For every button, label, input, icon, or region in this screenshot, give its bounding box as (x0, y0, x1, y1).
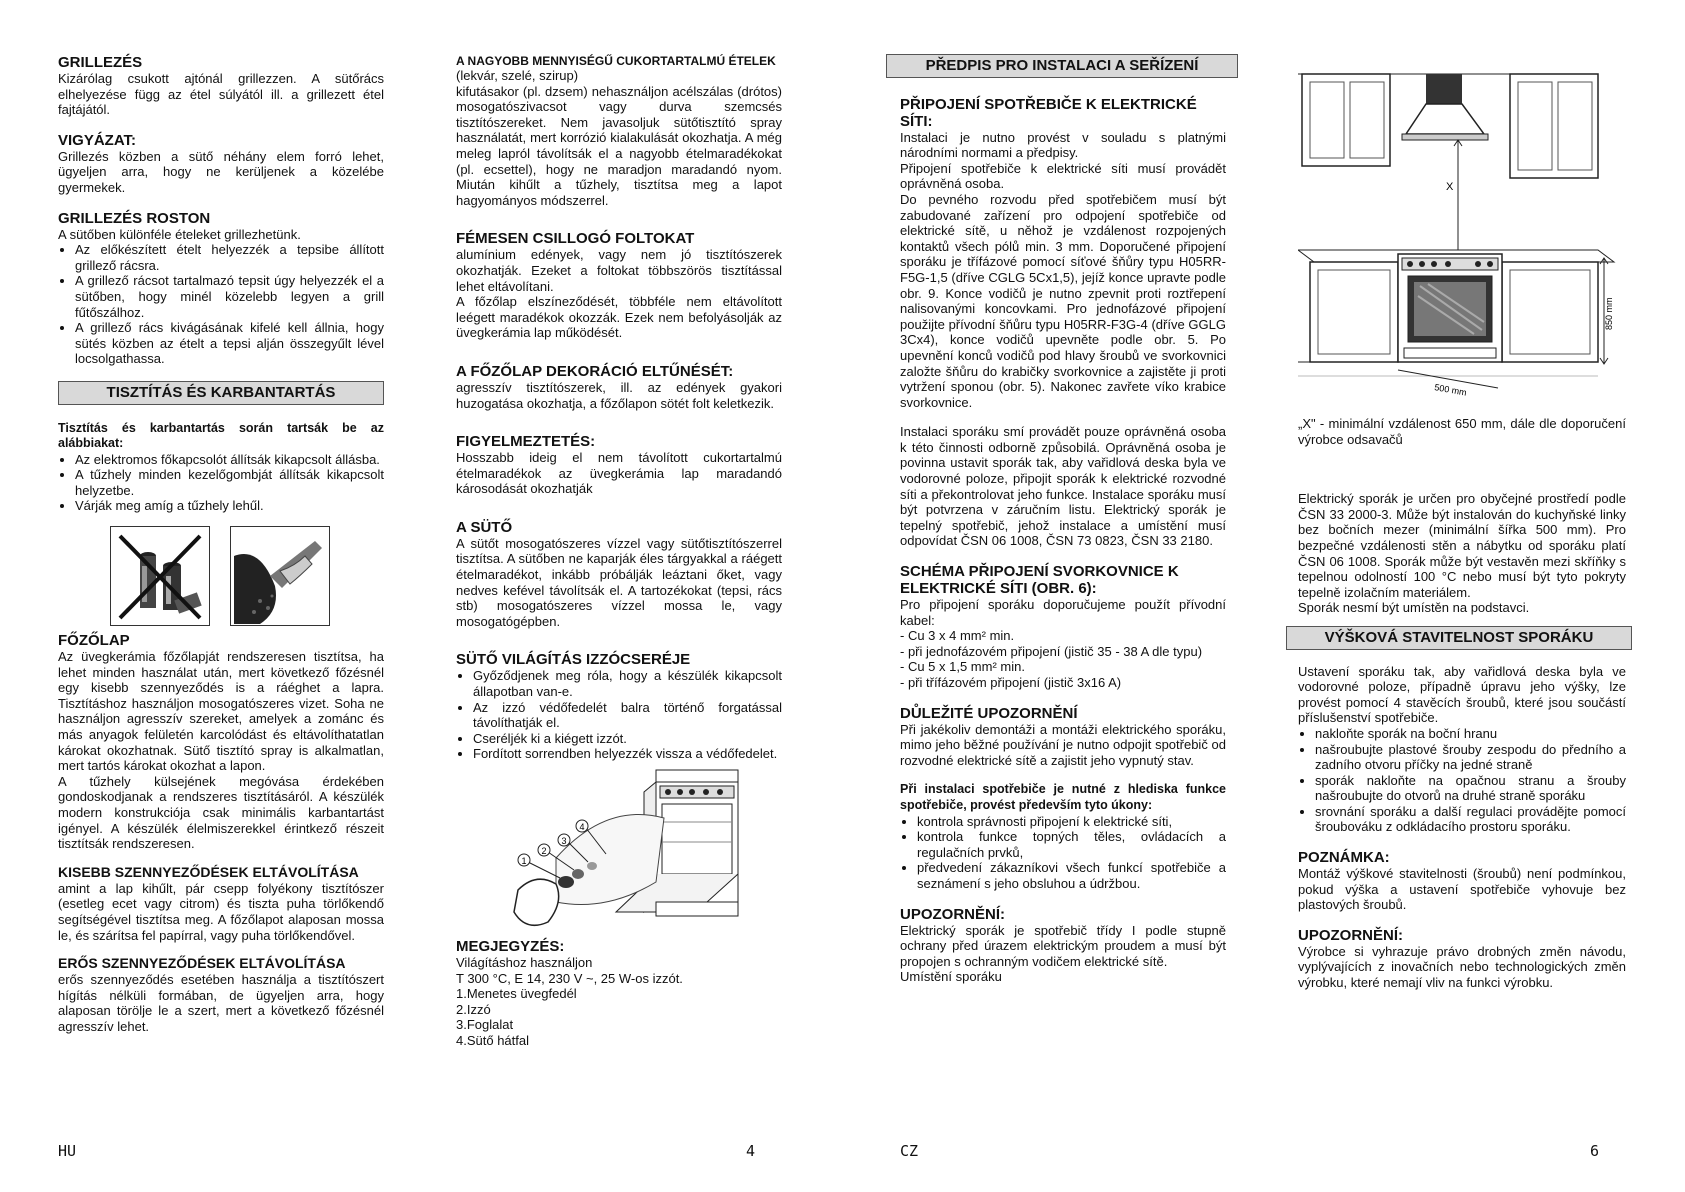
footer-page-number-left: 4 (746, 1142, 756, 1160)
cleaning-section-box: TISZTÍTÁS ÉS KARBANTARTÁS (58, 381, 384, 405)
list-item: • A grillező rácsot tartalmazó tepsit úgy helyezzék el a sütőben, hogy minél közelebb legyen a grill fűtőszálhoz. (75, 273, 384, 320)
footer-language-hu: HU (58, 1142, 77, 1160)
oven-text: A sütőt mosogatószeres vízzel vagy sütőtisztítószerrel tisztítsa. A sütőben ne kaparják éles tárgyakkal a ráégett ételmaradékot, inkább próbálják leáztani őket, vagy nedves kefével távolítsák el. A tartozékokat (tepsi, rács stb) mosogatószeres vízzel mossa le, vagy mosogatógépben. (456, 535, 782, 629)
list-item: • předvedení zákazníkovi všech funkcí spotřebiče a seznámení s jeho obsluhou a údržbou. (917, 860, 1226, 891)
scheme-line: - při třífázovém připojení (jistič 3x16 A) (900, 675, 1122, 690)
small-dirt-heading: KISEBB SZENNYEZŐDÉSEK ELTÁVOLÍTÁSA (58, 863, 359, 880)
callout-4: 4 (579, 822, 585, 832)
hu-left-column (58, 54, 384, 1035)
cz-warning-heading: UPOZORNĚNÍ: (900, 905, 1005, 923)
list-item: • Az izzó védőfedelét balra történő forgatással távolíthatják el. (473, 700, 782, 731)
warning-heading: VIGYÁZAT: (58, 131, 137, 149)
tasks-intro: Při instalaci spotřebiče je nutné z hlediska funkce spotřebiče, provést především tyto úkony: (900, 782, 1226, 812)
list-item: • Cseréljék ki a kiégett izzót. (473, 731, 782, 747)
hob-text-1: Az üvegkerámia főzőlapját rendszeresen tisztítsa, ha lehet minden használat után, mert következő főzésnél egy kisebb szennyeződés is a ráéghet a lapra. Tisztításhoz használjon mosogatószeres vizet. Soha ne használjon agresszív szereket, amelyek a zománc és más anyagok felületén karcolódást és eltávolíthatatlan károkat okozhatnak. Sütő tisztító spray is alkalmatlan, mert tartós károkat okozhat a lapon. (58, 649, 384, 774)
footer-language-cz: CZ (900, 1142, 919, 1160)
grill-text: Kizárólag csukott ajtónál grillezzen. A sütőrács elhelyezése függ az étel súlyától ill. a grillezett étel fajtájától. (58, 71, 384, 118)
hob-text-2: A tűzhely külsejének megóvása érdekében gondoskodjanak a rendszeres tisztításáról. A készülék modern konstrukciója csak minimális karbantartást igényel. A készülék élelmiszerekkel érintkező részeit tisztítsák rendszeresen. (58, 773, 384, 852)
list-item: • kontrola funkce topných těles, ovládacích a regulačních prvků, (917, 829, 1226, 860)
sugar-heading: A NAGYOBB MENNYISÉGŰ CUKORTARTALMÚ ÉTELEK (456, 54, 776, 68)
callout-2: 2 (541, 846, 547, 856)
sugar-subtitle: (lekvár, szelé, szirup) (456, 68, 579, 83)
strong-dirt-heading: ERŐS SZENNYEZŐDÉSEK ELTÁVOLÍTÁSA (58, 955, 346, 972)
note-line: 2.Izzó (456, 1001, 491, 1017)
dimension-x: X (1446, 181, 1454, 193)
connection-text-1: Instalaci je nutno provést v souladu s platnými národními normami a předpisy. (900, 129, 1226, 161)
note-line: 3.Foglalat (456, 1017, 514, 1033)
cleaning-illustrations (110, 526, 384, 626)
list-item: • Fordított sorrendben helyezzék vissza a védőfedelet. (473, 746, 782, 762)
bulb-heading: SÜTŐ VILÁGÍTÁS IZZÓCSERÉJE (456, 651, 691, 669)
placement-label: Umístění sporáku (900, 969, 1002, 985)
callout-1: 1 (521, 856, 527, 866)
scheme-line: Pro připojení sporáku doporučujeme použít přívodní kabel: (900, 597, 1226, 628)
small-dirt-text: amint a lap kihűlt, pár csepp folyékony tisztítószer (esetleg ecet vagy citrom) és tiszta puha törlőkendő segítségével tisztítsa meg. A főzőlapot alaposan mossa le, és szárítsa fel papírral, vagy puha törlőkendővel. (58, 880, 384, 943)
list-item: • Várják meg amíg a tűzhely lehűl. (75, 498, 384, 514)
cz-right-column (1298, 72, 1626, 991)
note-line: Világításhoz használjon (456, 955, 593, 970)
cz-note-heading: POZNÁMKA: (1298, 849, 1390, 867)
list-item: • sporák nakloňte na opačnou stranu a šrouby našroubujte do otvorů na druhé straně sporáku (1315, 773, 1626, 804)
cz-final-warning-text: Výrobce si vyhrazuje právo drobných změn návodu, vyplývajících z inovačních nebo technologických změn výrobku, které nemají vliv na funkci výrobku. (1298, 943, 1626, 991)
connection-text-4: Instalaci sporáku smí provádět pouze oprávněná osoba k této činnosti odborně způsobilá. Oprávněná osoba je povinna ustavit sporák tak, aby vařidlová deska byla ve vodorovné poloze, připojit sporák k elektrické rozvodné síti a překontrolovat jeho funkce. Instalace sporáku musí být potvrzena v záručním listu. Elektrický sporák je tepelný spotřebič, jehož instalace a umístění musí odpovídat ČSN 06 1008, ČSN 73 0823, ČSN 33 2180. (900, 424, 1226, 549)
tasks-list (900, 814, 1226, 892)
bulb-replacement-diagram (456, 762, 782, 938)
height-list (1298, 726, 1626, 835)
cz-note-text: Montáž výškové stavitelnosti (šroubů) není podmínkou, pokud výška a ustavení spotřebiče vyhovuje bez plastových šroubů. (1298, 866, 1626, 913)
metal-text-1: alumínium edények, vagy nem jó tisztítószerek okozhatják. Ezeket a foltokat többszörös tisztítással lehet eltávolítani. (456, 247, 782, 294)
x-caption: „X" - minimální vzdálenost 650 mm, dále dle doporučení výrobce odsavačů (1298, 416, 1626, 447)
roast-heading: GRILLEZÉS ROSTON (58, 209, 211, 227)
note-heading: MEGJEGYZÉS: (456, 938, 565, 955)
environment-text: Elektrický sporák je určen pro obyčejné prostředí podle ČSN 33 2000-3. Může být instalován do kuchyňské linky bez bočních mezer (minimální šířka 500 mm). Pro bezpečné vzdálenosti stěn a nábytku od sporáku platí ČSN 06 1008. Sporák může být vestavěn mezi skříňky s tepelnou odolností 100 °C nebo musí být tyto pokryty tepelně izolačním materiálem. (1298, 491, 1626, 600)
decor-text: agresszív tisztítószerek, ill. az edények gyakori huzogatása okozhatja, a főzőlapon sötét folt keletkezik. (456, 379, 782, 411)
roast-text: A sütőben különféle ételeket grillezhetünk. (58, 226, 301, 242)
sugar-text: kifutásakor (pl. dzsem) nehasználjon acélszálas (drótos) mosogatószivacsot vagy durva szemcsés tisztítószereket. Nem javasoljuk sütőtisztító spray használatát, mert korrózió kialakulását okozhatja. A még meleg lapról távolítsák el a nagyobb ételmaradékokat (pl. ecsettel), hogy ne maradjon maradandó nyom. Miután kihűlt a tűzhely, tisztítsa meg a lapot hagyományos módszerrel. (456, 83, 782, 208)
roast-list (58, 242, 384, 367)
cz-final-warning-heading: UPOZORNĚNÍ: (1298, 926, 1403, 944)
dimension-850: 850 mm (1604, 297, 1614, 330)
grill-heading: GRILLEZÉS (58, 54, 143, 71)
note-line: 1.Menetes üvegfedél (456, 986, 577, 1002)
kitchen-placement-diagram (1298, 72, 1626, 404)
scheme-line: - při jednofázovém připojení (jistič 35 - 38 A dle typu) (900, 643, 1203, 659)
hu-right-column (456, 54, 782, 1049)
important-heading: DŮLEŽITÉ UPOZORNĚNÍ (900, 704, 1078, 722)
no-spray-icon (110, 526, 210, 626)
cleaning-intro: Tisztítás és karbantartás során tartsák be az alábbiakat: (58, 420, 384, 451)
list-item: • Az elektromos főkapcsolót állítsák kikapcsolt állásba. (75, 452, 384, 468)
list-item: • Az előkészített ételt helyezzék a tepsibe állított grillező rácsra. (75, 242, 384, 273)
cleaning-list (58, 452, 384, 514)
scheme-heading: SCHÉMA PŘIPOJENÍ SVORKOVNICE K ELEKTRICKÉ SÍTI (OBR. 6): (900, 563, 1179, 598)
scheme-line: - Cu 5 x 1,5 mm² min. (900, 659, 1025, 675)
note-line: 4.Sütő hátfal (456, 1032, 529, 1048)
decor-heading: A FŐZŐLAP DEKORÁCIÓ ELTŰNÉSÉT: (456, 362, 734, 380)
oven-heading: A SÜTŐ (456, 518, 513, 536)
connection-text-2: Připojení spotřebiče k elektrické síti musí provádět oprávněná osoba. (900, 160, 1226, 192)
note-line: T 300 °C, E 14, 230 V ~, 25 W-os izzót. (456, 970, 683, 986)
footer-page-number-right: 6 (1590, 1142, 1600, 1160)
height-text: Ustavení sporáku tak, aby vařidlová deska byla ve vodorovné poloze, případně úpravu jeho výšky, lze provést pomocí 4 stavěcích šroubů, které jsou součástí příslušenství spotřebiče. (1298, 663, 1626, 726)
important-text: Při jakékoliv demontáži a montáži elektrického sporáku, mimo jeho běžné používání je nutno odpojit spotřebič od rozvodné elektrické sítě a zajistit jeho vypnutý stav. (900, 721, 1226, 768)
cz-left-column (900, 54, 1226, 985)
list-item: • A grillező rács kivágásának kifelé kell állnia, hogy sütés közben az ételt a tepsi alján összegyűlt lével locsolgathassa. (75, 320, 384, 367)
hob-heading: FŐZŐLAP (58, 632, 130, 650)
connection-text-3: Do pevného rozvodu před spotřebičem musí být zabudované zařízení pro odpojení spotřebiče od elektrické sítě, u něhož je vzdálenost rozpojených kontaktů všech pólů min. 3 mm. Doporučené připojení sporáku je třífázové pomocí síťové šňůry typu H05RR-F5G-1,5 (dříve CGLG 5Cx1,5), jejíž konce upravte podle obr. 9. Konce vodičů je nutno zpevnit proti roztřepení nalisovanými koncovkami. Pro jednofázové připojení použijte přívodní šňůru typu H05RR-F3G-4 (dříve GGLG 3Cx4), konce vodičů upevněte podle obr. 5. Po upevnění konců vodičů pod hlavy šroubů ve svorkovnici založte šňůru do krabičky svorkovnice a zajistěte ji proti vytržení sponou (obr. 5). Nakonec zavřete víko krabice svorkovnice. (900, 191, 1226, 410)
callout-3: 3 (561, 836, 567, 846)
list-item: • našroubujte plastové šrouby zespodu do předního a zadního otvoru příčky na jedné straně (1315, 742, 1626, 773)
metal-heading: FÉMESEN CSILLOGÓ FOLTOKAT (456, 230, 695, 248)
dimension-500: 500 mm (1433, 382, 1468, 398)
height-section-box: VÝŠKOVÁ STAVITELNOST SPORÁKU (1286, 626, 1632, 650)
list-item: • A tűzhely minden kezelőgombját állítsák kikapcsolt helyzetbe. (75, 467, 384, 498)
list-item: • srovnání sporáku a další regulaci provádějte pomocí šroubováku z odkládacího prostoru sporáku. (1315, 804, 1626, 835)
cz-warning-text: Elektrický sporák je spotřebič třídy I podle stupně ochrany před úrazem elektrickým proudem a musí být propojen s ochranným vodičem elektrické sítě. (900, 922, 1226, 969)
connection-heading: PŘIPOJENÍ SPOTŘEBIČE K ELEKTRICKÉ SÍTI: (900, 95, 1197, 130)
metal-text-2: A főzőlap elszíneződését, többféle nem eltávolított leégett maradékok okozzák. Ezek nem befolyásolják az üvegkerámia lap működését. (456, 294, 782, 341)
scraper-icon (230, 526, 330, 626)
bulb-list (456, 668, 782, 762)
installation-section-box: PŘEDPIS PRO INSTALACI A SEŘÍZENÍ (886, 54, 1238, 78)
list-item: • nakloňte sporák na boční hranu (1315, 726, 1626, 742)
environment-text-2: Sporák nesmí být umístěn na podstavci. (1298, 600, 1530, 616)
caution-text: Hosszabb ideig el nem távolított cukortartalmú ételmaradékok az üvegkerámia lap maradandó károsodását okozhatják (456, 450, 782, 497)
scheme-line: - Cu 3 x 4 mm² min. (900, 628, 1015, 644)
list-item: • kontrola správnosti připojení k elektrické síti, (917, 814, 1226, 830)
warning-text: Grillezés közben a sütő néhány elem forró lehet, ügyeljen arra, hogy ne kerüljenek a közelébe gyermekek. (58, 148, 384, 195)
list-item: • Győződjenek meg róla, hogy a készülék kikapcsolt állapotban van-e. (473, 668, 782, 699)
strong-dirt-text: erős szennyeződés esetében használja a tisztítószert hígítás nélküli formában, de ügyeljen arra, hogy alaposan törölje le a szert, mert a következő főzésnél agresszív lehet. (58, 972, 384, 1034)
caution-heading: FIGYELMEZTETÉS: (456, 433, 596, 451)
